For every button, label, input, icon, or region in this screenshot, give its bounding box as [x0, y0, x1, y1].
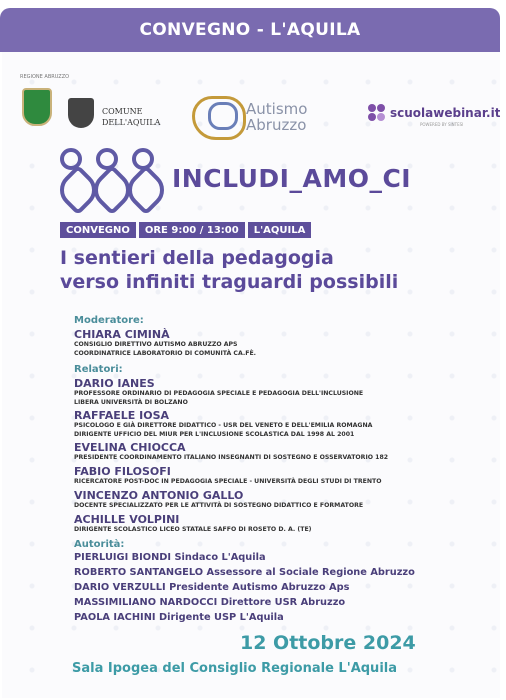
event-subtitle: I sentieri della pedagogia verso infiniti traguardi possibili — [60, 247, 399, 293]
relatore-desc: DIRIGENTE SCOLASTICO LICEO STATALE SAFFO DI ROSETO D. A. (TE) — [74, 526, 312, 533]
event-title: INCLUDI_AMO_CI — [172, 164, 412, 193]
autorita-item: PAOLA IACHINI Dirigente USP L'Aquila — [74, 612, 284, 623]
autorita-item: PIERLUIGI BIONDI Sindaco L'Aquila — [74, 552, 266, 563]
regione-crest-icon — [22, 88, 52, 126]
relatore-name: RAFFAELE IOSA — [74, 409, 170, 422]
people-hearts-icon — [56, 142, 164, 212]
header-title: CONVEGNO - L'AQUILA — [139, 20, 361, 40]
autorita-item: MASSIMILIANO NARDOCCI Direttore USR Abruzzo — [74, 597, 346, 608]
relatore-desc: DOCENTE SPECIALIZZATO PER LE ATTIVITÀ DI SOSTEGNO DIDATTICO E FORMATORE — [74, 502, 364, 509]
relatore-desc: RICERCATORE POST-DOC IN PEDAGOGIA SPECIALE - UNIVERSITÀ DEGLI STUDI DI TRENTO — [74, 478, 382, 485]
relatore-desc: PROFESSORE ORDINARIO DI PEDAGOGIA SPECIALE E PEDAGOGIA DELL'INCLUSIONE LIBERA UNIVERSITÀ DI BOLZANO — [74, 390, 364, 406]
relatore-name: ACHILLE VOLPINI — [74, 513, 180, 526]
autismo-text: Autismo Abruzzo — [246, 100, 308, 134]
autorita-label: Autorità: — [74, 539, 125, 550]
moderatore-desc: CONSIGLIO DIRETTIVO AUTISMO ABRUZZO APS COORDINATRICE LABORATORIO DI COMUNITÀ CA.FÈ. — [74, 341, 257, 357]
comune-text: COMUNE DELL'AQUILA — [102, 107, 161, 127]
scuolawebinar-sub: POWERED BY SINTESI — [420, 122, 464, 127]
relatori-label: Relatori: — [74, 364, 123, 375]
scuolawebinar-text: scuolawebinar.it — [390, 106, 500, 120]
bar-city: L'AQUILA — [248, 222, 312, 238]
logos-row — [2, 70, 500, 140]
event-brand — [56, 142, 476, 212]
regione-small-text: REGIONE ABRUZZO — [20, 74, 70, 80]
relatore-name: VINCENZO ANTONIO GALLO — [74, 489, 244, 502]
relatore-name: DARIO IANES — [74, 377, 155, 390]
relatore-name: EVELINA CHIOCCA — [74, 441, 186, 454]
comune-crest-icon — [68, 98, 94, 128]
event-date: 12 Ottobre 2024 — [240, 632, 416, 654]
scuolawebinar-logo-icon — [368, 104, 386, 122]
autismo-logo-inner-icon — [208, 102, 238, 130]
relatore-desc: PSICOLOGO E GIÀ DIRETTORE DIDATTICO - USR DEL VENETO E DELL'EMILIA ROMAGNA DIRIGENTE UFFICIO DEL MIUR PER L'INCLUSIONE SCOLASTICA DAL 1998 AL 2001 — [74, 422, 373, 438]
bar-convegno: CONVEGNO — [60, 222, 136, 238]
autorita-item: ROBERTO SANTANGELO Assessore al Sociale Regione Abruzzo — [74, 567, 415, 578]
header-bar — [0, 8, 500, 52]
bar-time: ORE 9:00 / 13:00 — [139, 222, 245, 238]
event-info-bar — [60, 222, 314, 238]
moderatore-label: Moderatore: — [74, 315, 144, 326]
moderatore-name: CHIARA CIMINÀ — [74, 328, 170, 341]
relatore-name: FABIO FILOSOFI — [74, 465, 171, 478]
event-location: Sala Ipogea del Consiglio Regionale L'Aquila — [72, 661, 397, 676]
relatore-desc: PRESIDENTE COORDINAMENTO ITALIANO INSEGNANTI DI SOSTEGNO E OSSERVATORIO 182 — [74, 454, 389, 461]
autorita-item: DARIO VERZULLI Presidente Autismo Abruzzo Aps — [74, 582, 350, 593]
event-poster[interactable] — [2, 52, 500, 698]
